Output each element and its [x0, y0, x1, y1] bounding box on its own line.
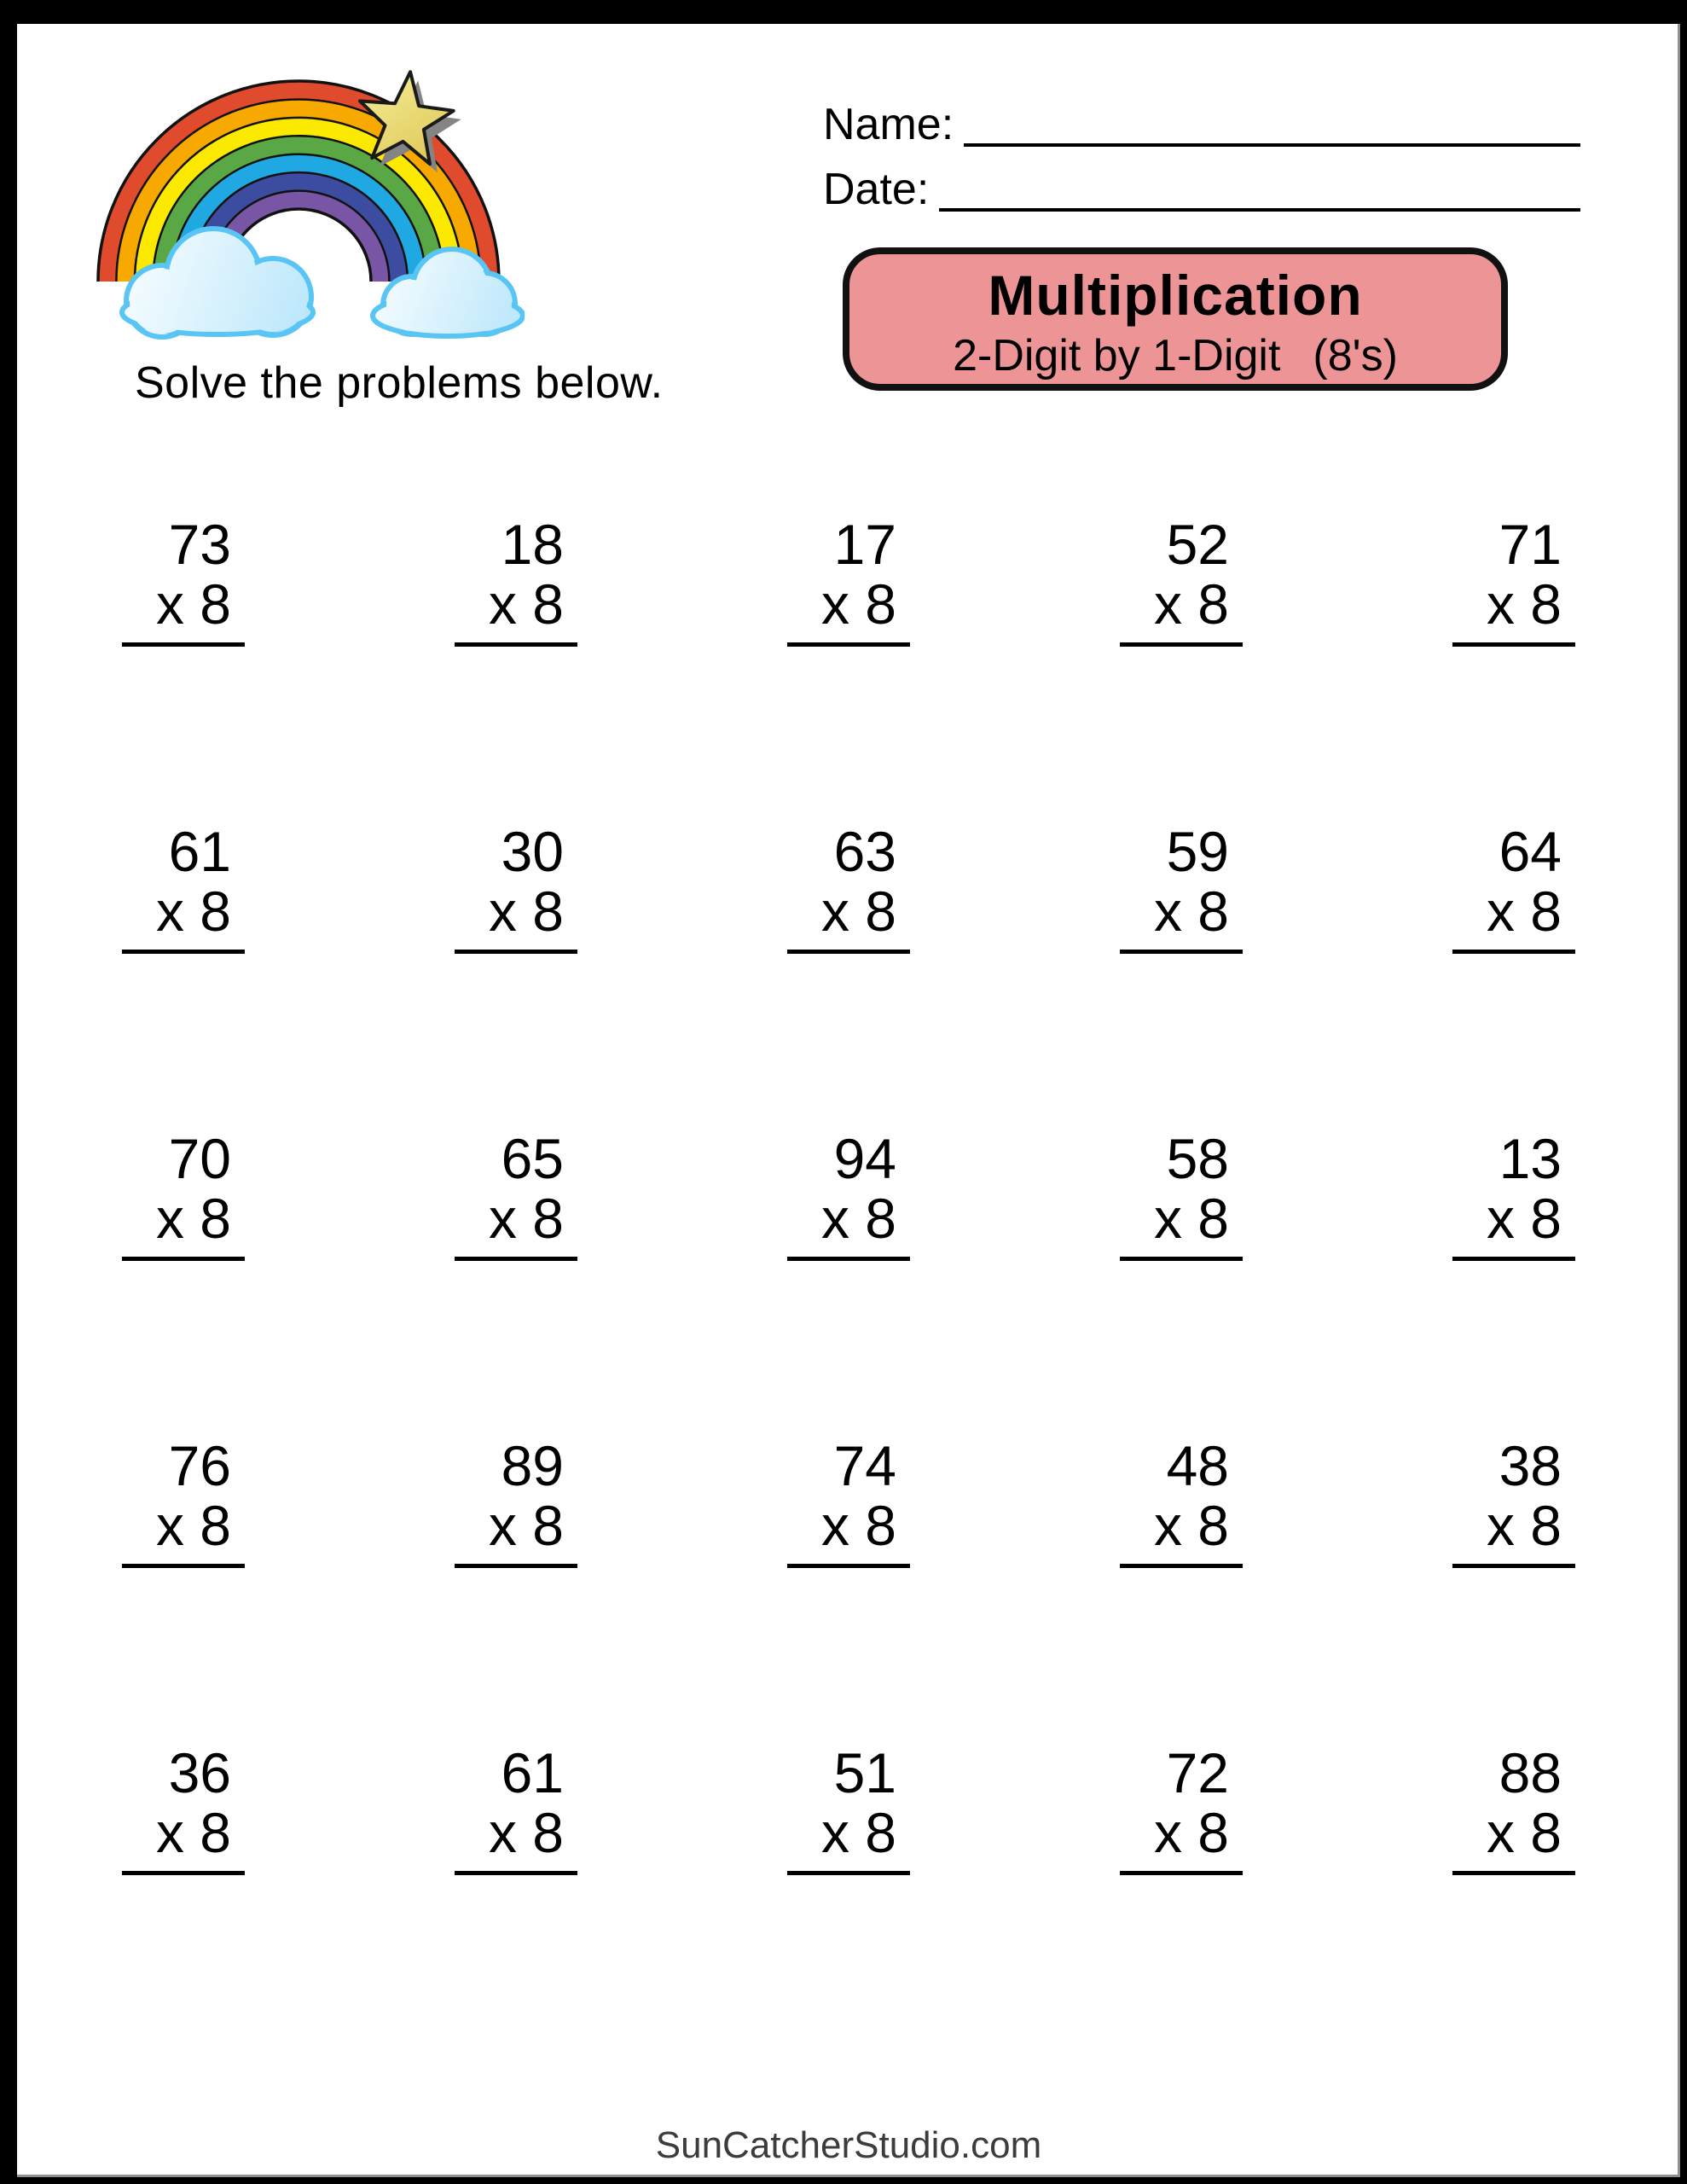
problems-grid — [17, 514, 1680, 2050]
multiplier-row: x 8 — [1153, 880, 1229, 943]
multiplication-problem — [1452, 1743, 1575, 1875]
multiplier-row: x 8 — [488, 572, 564, 636]
multiplication-problem — [1120, 822, 1243, 954]
multiplication-problem — [1120, 1129, 1243, 1261]
multiplier-row: x 8 — [155, 1187, 231, 1250]
multiplier-row: x 8 — [1486, 1494, 1562, 1557]
date-field-row — [823, 167, 1580, 212]
subtitle-text: 2-Digit by 1-Digit — [953, 331, 1281, 380]
multiplier-row: x 8 — [488, 880, 564, 943]
multiplication-problem — [787, 822, 910, 954]
multiplicand: 74 — [833, 1434, 896, 1497]
site-credit: SunCatcherStudio.com — [655, 2124, 1042, 2166]
problem-row — [17, 514, 1680, 822]
multiplicand: 88 — [1499, 1741, 1562, 1804]
multiplier-row: x 8 — [1486, 1187, 1562, 1250]
multiplier-row: x 8 — [820, 1187, 896, 1250]
multiplicand: 76 — [168, 1434, 231, 1497]
multiplier-row: x 8 — [1486, 880, 1562, 943]
multiplication-problem — [122, 1129, 245, 1261]
multiplier-row: x 8 — [488, 1801, 564, 1864]
multiplicand: 17 — [833, 513, 896, 576]
multiplier-row: x 8 — [155, 1801, 231, 1864]
multiplicand: 89 — [501, 1434, 564, 1497]
worksheet-title-box — [843, 247, 1508, 391]
date-write-line — [939, 198, 1580, 212]
multiplication-problem — [122, 1436, 245, 1568]
multiplicand: 52 — [1166, 513, 1229, 576]
multiplicand: 36 — [168, 1741, 231, 1804]
multiplication-problem — [455, 1743, 577, 1875]
problem-row — [17, 1129, 1680, 1436]
multiplication-problem — [455, 514, 577, 647]
multiplicand: 48 — [1166, 1434, 1229, 1497]
multiplier-row: x 8 — [1153, 1801, 1229, 1864]
multiplicand: 61 — [168, 820, 231, 883]
multiplication-problem — [122, 822, 245, 954]
multiplier-row: x 8 — [1486, 1801, 1562, 1864]
multiplier-row: x 8 — [1486, 572, 1562, 636]
multiplier-row: x 8 — [155, 880, 231, 943]
multiplier-row: x 8 — [820, 1494, 896, 1557]
multiplication-problem — [1452, 1436, 1575, 1568]
multiplicand: 38 — [1499, 1434, 1562, 1497]
multiplication-problem — [455, 1129, 577, 1261]
multiplication-problem — [787, 1743, 910, 1875]
multiplication-problem — [1452, 1129, 1575, 1261]
multiplicand: 63 — [833, 820, 896, 883]
multiplicand: 18 — [501, 513, 564, 576]
multiplicand: 64 — [1499, 820, 1562, 883]
multiplier-row: x 8 — [820, 1801, 896, 1864]
multiplicand: 13 — [1499, 1127, 1562, 1190]
problem-row — [17, 1436, 1680, 1743]
multiplicand: 30 — [501, 820, 564, 883]
multiplicand: 61 — [501, 1741, 564, 1804]
worksheet-page — [17, 24, 1680, 2177]
multiplier-row: x 8 — [1153, 572, 1229, 636]
multiplicand: 51 — [833, 1741, 896, 1804]
multiplication-problem — [1452, 514, 1575, 647]
multiplication-problem — [1120, 514, 1243, 647]
problem-row — [17, 1743, 1680, 2050]
multiplier-row: x 8 — [488, 1187, 564, 1250]
name-write-line — [964, 133, 1580, 147]
multiplication-problem — [455, 822, 577, 954]
multiplicand: 73 — [168, 513, 231, 576]
multiplier-row: x 8 — [1153, 1187, 1229, 1250]
multiplier-row: x 8 — [155, 1494, 231, 1557]
instruction-text: Solve the problems below. — [135, 358, 664, 408]
multiplier-row: x 8 — [155, 572, 231, 636]
multiplicand: 58 — [1166, 1127, 1229, 1190]
multiplier-row: x 8 — [1153, 1494, 1229, 1557]
multiplication-problem — [787, 1129, 910, 1261]
name-label: Name: — [823, 100, 954, 149]
subtitle-suffix: (8's) — [1313, 331, 1398, 380]
multiplication-problem — [1120, 1436, 1243, 1568]
multiplication-problem — [122, 1743, 245, 1875]
multiplier-row: x 8 — [820, 572, 896, 636]
multiplicand: 59 — [1166, 820, 1229, 883]
multiplication-problem — [1120, 1743, 1243, 1875]
multiplicand: 94 — [833, 1127, 896, 1190]
multiplication-problem — [1452, 822, 1575, 954]
multiplier-row: x 8 — [820, 880, 896, 943]
multiplicand: 72 — [1166, 1741, 1229, 1804]
date-label: Date: — [823, 165, 930, 214]
worksheet-title: Multiplication — [988, 264, 1363, 327]
multiplicand: 65 — [501, 1127, 564, 1190]
multiplication-problem — [787, 514, 910, 647]
multiplier-row: x 8 — [488, 1494, 564, 1557]
multiplicand: 70 — [168, 1127, 231, 1190]
name-field-row — [823, 102, 1580, 147]
multiplication-problem — [122, 514, 245, 647]
multiplication-problem — [455, 1436, 577, 1568]
problem-row — [17, 822, 1680, 1129]
rainbow-graphic — [72, 41, 525, 391]
worksheet-subtitle — [849, 330, 1501, 381]
multiplication-problem — [787, 1436, 910, 1568]
multiplicand: 71 — [1499, 513, 1562, 576]
